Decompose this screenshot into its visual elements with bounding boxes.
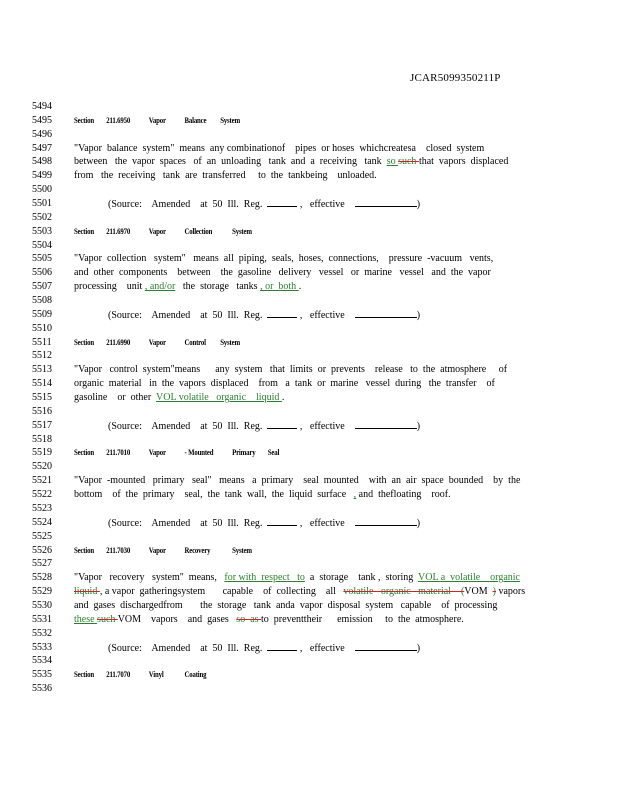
effective-label: effective <box>309 199 345 211</box>
section-heading <box>74 668 474 682</box>
effective-label: effective <box>309 642 345 654</box>
text-segment: "Vapor control system"means any system that limits or prevents release to the atmosphere of <box>74 364 508 376</box>
line-number: 5504 <box>32 239 52 251</box>
line-number: 5512 <box>32 350 52 362</box>
inserted-text: , <box>353 489 357 501</box>
section-title-word: System <box>220 115 240 125</box>
blank-line <box>74 502 544 516</box>
blank-line <box>74 627 544 641</box>
blank-line <box>74 433 544 447</box>
line-number: 5520 <box>32 461 52 473</box>
line-number: 5526 <box>32 544 52 556</box>
inserted-text: a volatile organic <box>440 572 520 584</box>
line-number: 5523 <box>32 502 52 514</box>
deleted-text: such <box>97 613 118 625</box>
text-line <box>74 280 544 294</box>
text-segment: and gases dischargedfrom the storage tank anda vapor disposal system capable of processing <box>74 599 498 611</box>
blank-line <box>74 294 544 308</box>
section-title-word: Control <box>184 337 206 347</box>
section-heading <box>74 544 474 558</box>
text-line <box>74 571 544 585</box>
line-number: 5499 <box>32 170 52 182</box>
register-blank <box>267 197 297 207</box>
blank-line <box>74 682 544 696</box>
section-title-word: Collection <box>184 226 213 236</box>
section-label: Section <box>74 670 94 680</box>
inserted-text: so <box>386 156 399 168</box>
text-line <box>74 488 544 502</box>
text-segment: . <box>281 392 285 404</box>
source-note: (Source: Amended at 50 Ill. Reg. , effective ) <box>108 199 421 211</box>
effective-date-blank <box>355 197 417 207</box>
blank-line <box>74 100 544 114</box>
text-line <box>74 391 544 405</box>
text-line <box>74 363 544 377</box>
line-number: 5536 <box>32 683 52 695</box>
section-title-word: Coating <box>184 670 207 680</box>
source-text: (Source: Amended at 50 Ill. Reg. <box>108 517 263 529</box>
effective-date-blank <box>355 419 417 429</box>
deleted-text: so as <box>236 613 262 625</box>
register-blank <box>267 419 297 429</box>
line-number: 5527 <box>32 558 52 570</box>
blank-line <box>74 349 544 363</box>
blank-line <box>74 211 544 225</box>
text-segment: organic material in the vapors displaced from a tank or marine vessel during the transfer of <box>74 378 495 390</box>
deleted-text: liquid <box>74 586 100 598</box>
blank-line <box>74 405 544 419</box>
effective-label: effective <box>309 517 345 529</box>
blank-line <box>74 557 544 571</box>
line-number: 5535 <box>32 669 52 681</box>
text-segment: that vapors displaced <box>418 156 509 168</box>
line-number: 5496 <box>32 128 52 140</box>
document-body <box>74 100 544 696</box>
section-title-word: Vapor <box>148 337 166 347</box>
line-number: 5519 <box>32 447 52 459</box>
inserted-text: with respect to <box>236 572 305 584</box>
line-number: 5503 <box>32 225 52 237</box>
section-title-word: Vapor <box>148 448 166 458</box>
inserted-text: VOL <box>156 392 179 404</box>
line-number: 5501 <box>32 198 52 210</box>
text-segment: VOM vapors and gases <box>117 613 237 625</box>
inserted-text: volatile organic liquid <box>178 392 282 404</box>
line-number: 5521 <box>32 475 52 487</box>
effective-label: effective <box>309 420 345 432</box>
inserted-text: , and/or <box>144 281 176 293</box>
source-note: (Source: Amended at 50 Ill. Reg. , effective ) <box>108 642 421 654</box>
line-number: 5494 <box>32 101 52 112</box>
text-segment: a storage tank , storing <box>304 572 419 584</box>
text-segment: and other components between the gasoline delivery vessel or marine vessel and the vapor <box>74 267 491 279</box>
line-number: 5531 <box>32 613 52 625</box>
text-segment: and thefloating roof. <box>356 489 451 501</box>
text-segment: to preventtheir emission to the atmosphere. <box>261 613 464 625</box>
section-number: 211.7070 <box>106 670 131 680</box>
source-note: (Source: Amended at 50 Ill. Reg. , effective ) <box>108 309 421 321</box>
line-number: 5532 <box>32 627 52 639</box>
text-segment: between the vapor spaces of an unloading tank and a receiving tank <box>74 156 387 168</box>
line-number: 5525 <box>32 530 52 542</box>
text-line <box>74 599 544 613</box>
text-segment: gasoline or other <box>74 392 157 404</box>
line-number: 5522 <box>32 489 52 501</box>
text-segment: "Vapor recovery system" means, <box>74 572 225 584</box>
line-number-column <box>32 100 62 696</box>
section-title-word: System <box>232 226 252 236</box>
blank-line <box>74 322 544 336</box>
line-number: 5534 <box>32 655 52 667</box>
line-number: 5498 <box>32 156 52 168</box>
section-number: 211.6990 <box>106 337 131 347</box>
text-line <box>74 585 544 599</box>
text-line <box>74 474 544 488</box>
source-text: (Source: Amended at 50 Ill. Reg. <box>108 642 263 654</box>
section-label: Section <box>74 115 94 125</box>
line-number: 5505 <box>32 253 52 265</box>
section-number: 211.6970 <box>106 226 131 236</box>
text-line <box>74 613 544 627</box>
line-number: 5515 <box>32 392 52 404</box>
line-number: 5500 <box>32 184 52 196</box>
blank-line <box>74 239 544 253</box>
section-title-word: Recovery <box>184 545 211 555</box>
line-number: 5514 <box>32 378 52 390</box>
register-blank <box>267 516 297 526</box>
section-title-word: Seal <box>267 448 280 458</box>
source-text: (Source: Amended at 50 Ill. Reg. <box>108 420 263 432</box>
inserted-text: these <box>74 613 98 625</box>
line-number: 5529 <box>32 586 52 598</box>
section-heading <box>74 114 474 128</box>
line-number: 5510 <box>32 322 52 334</box>
text-segment: from the receiving tank are transferred to the tankbeing unloaded. <box>74 170 377 182</box>
line-number: 5518 <box>32 433 52 445</box>
line-number: 5508 <box>32 295 52 307</box>
text-line <box>74 169 544 183</box>
line-number: 5513 <box>32 364 52 376</box>
line-number: 5507 <box>32 281 52 293</box>
effective-label: effective <box>309 309 345 321</box>
deleted-text: ) <box>492 586 496 598</box>
text-segment: "Vapor balance system" means any combinationof pipes or hoses whichcreatesa closed system <box>74 142 485 154</box>
line-number: 5495 <box>32 114 52 126</box>
text-segment: the storage tanks <box>175 281 261 293</box>
blank-line <box>74 530 544 544</box>
text-segment: . <box>298 281 302 293</box>
effective-date-blank <box>355 308 417 318</box>
blank-line <box>74 654 544 668</box>
text-segment: "Vapor collection system" means all piping, seals, hoses, connections, pressure -vacuum vents, <box>74 253 494 265</box>
source-text: (Source: Amended at 50 Ill. Reg. <box>108 199 263 211</box>
section-title-word: Vapor <box>148 115 166 125</box>
section-number: 211.7010 <box>106 448 131 458</box>
source-text: (Source: Amended at 50 Ill. Reg. <box>108 309 263 321</box>
line-number: 5530 <box>32 599 52 611</box>
line-number: 5497 <box>32 142 52 154</box>
section-label: Section <box>74 545 94 555</box>
text-segment: , a vapor gatheringsystem capable of collecting all <box>99 586 344 598</box>
text-segment: VOM <box>464 586 493 598</box>
line-number: 5524 <box>32 516 52 528</box>
effective-date-blank <box>355 516 417 526</box>
inserted-text: VOL <box>418 572 441 584</box>
text-line <box>74 252 544 266</box>
source-note: (Source: Amended at 50 Ill. Reg. , effective ) <box>108 517 421 529</box>
text-line <box>74 266 544 280</box>
text-segment: "Vapor -mounted primary seal" means a primary seal mounted with an air space bounded by the <box>74 475 521 487</box>
line-number: 5506 <box>32 267 52 279</box>
blank-line <box>74 183 544 197</box>
line-number: 5517 <box>32 419 52 431</box>
section-title-word: System <box>220 337 240 347</box>
line-number: 5509 <box>32 308 52 320</box>
section-heading <box>74 336 474 350</box>
section-title-word: Balance <box>184 115 207 125</box>
section-label: Section <box>74 337 94 347</box>
inserted-text: , or both <box>260 281 299 293</box>
source-note: (Source: Amended at 50 Ill. Reg. , effective ) <box>108 420 421 432</box>
line-number: 5502 <box>32 211 52 223</box>
line-number: 5516 <box>32 405 52 417</box>
deleted-text: volatile organic material ( <box>343 586 465 598</box>
section-title-word: - Mounted <box>184 448 214 458</box>
register-blank <box>267 641 297 651</box>
text-segment: bottom of the primary seal, the tank wall, the liquid surface <box>74 489 354 501</box>
section-title-word: Vapor <box>148 545 166 555</box>
section-number: 211.7030 <box>106 545 131 555</box>
section-label: Section <box>74 448 94 458</box>
register-blank <box>267 308 297 318</box>
deleted-text: such <box>398 156 419 168</box>
section-label: Section <box>74 226 94 236</box>
blank-line <box>74 460 544 474</box>
section-title-word: System <box>232 545 252 555</box>
text-line <box>74 155 544 169</box>
text-line <box>74 142 544 156</box>
line-number: 5533 <box>32 641 52 653</box>
section-title-word: Primary <box>232 448 256 458</box>
section-title-word: Vapor <box>148 226 166 236</box>
section-heading <box>74 446 474 460</box>
section-title-word: Vinyl <box>148 670 164 680</box>
effective-date-blank <box>355 641 417 651</box>
section-number: 211.6950 <box>106 115 131 125</box>
inserted-text: for <box>224 572 237 584</box>
text-line <box>74 377 544 391</box>
blank-line <box>74 128 544 142</box>
line-number: 5528 <box>32 572 52 584</box>
document-code: JCAR5099350211P <box>410 72 501 84</box>
line-number: 5511 <box>32 336 52 348</box>
text-segment: vapors <box>495 586 526 598</box>
section-heading <box>74 225 474 239</box>
text-segment: processing unit <box>74 281 145 293</box>
